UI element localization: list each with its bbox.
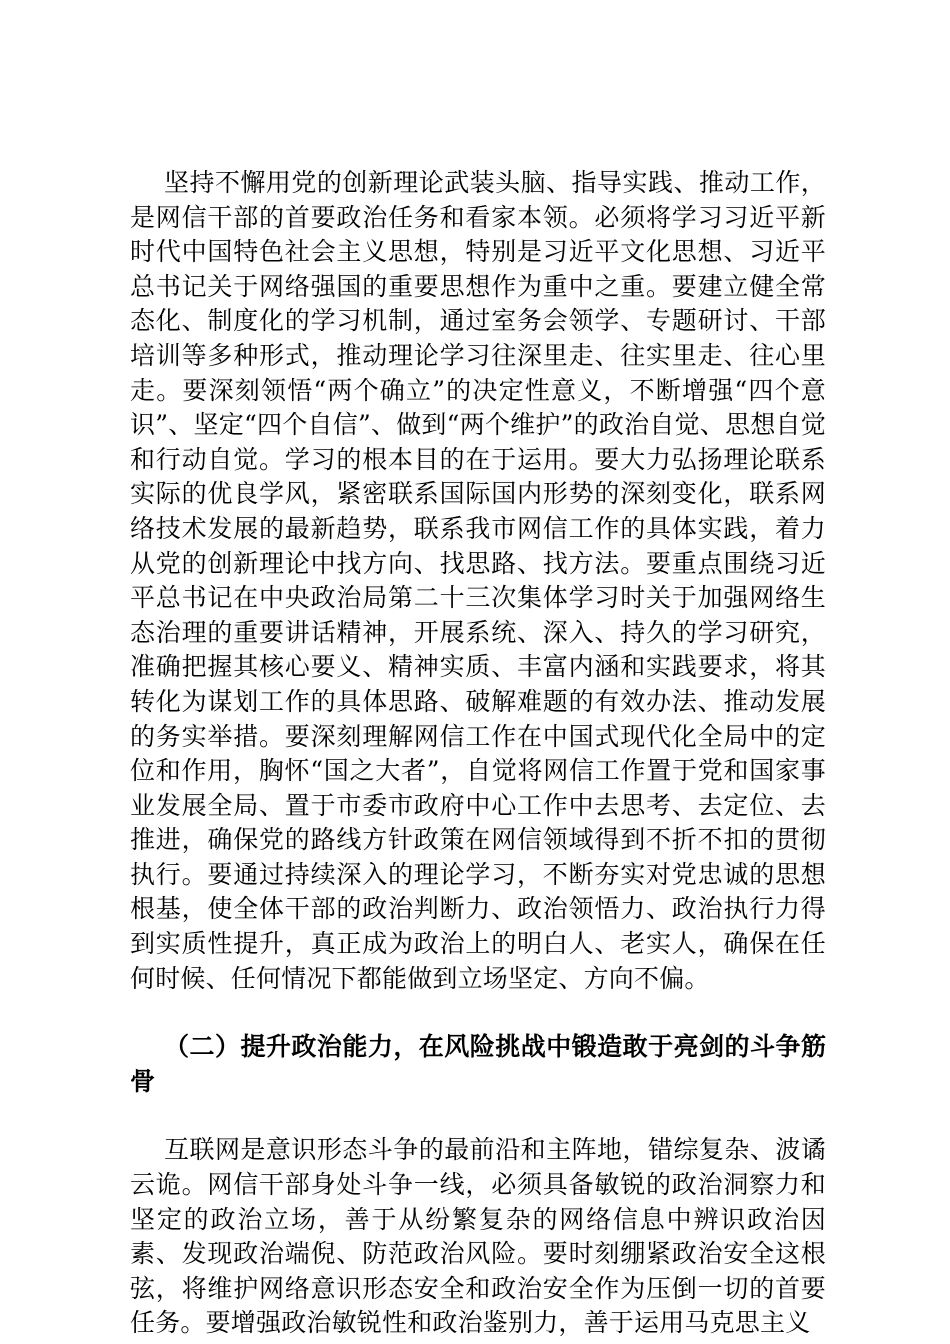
body-paragraph-2: 互联网是意识形态斗争的最前沿和主阵地，错综复杂、波谲云诡。网信干部身处斗争一线，必须具备敏锐的政治洞察力和坚定的政治立场，善于从纷繁复杂的网络信息中辨识政治因素、发现政治端倪、防范政治风险。要时刻绷紧政治安全这根弦，将维护网络意识形态安全和政治安全作为压倒一切的首要任务。要增强政治敏锐性和政治鉴别力，善于运用马克思主义 [130,1135,826,1338]
document-body [130,166,826,1341]
section-heading-2: （二）提升政治能力，在风险挑战中锻造敢于亮剑的斗争筋骨 [130,1032,826,1096]
body-paragraph-1: 坚持不懈用党的创新理论武装头脑、指导实践、推动工作，是网信干部的首要政治任务和看家本领。必须将学习习近平新时代中国特色社会主义思想，特别是习近平文化思想、习近平总书记关于网络强国的重要思想作为重中之重。要建立健全常态化、制度化的学习机制，通过室务会领学、专题研讨、干部培训等多种形式，推动理论学习往深里走、往实里走、往心里走。要深刻领悟“两个确立”的决定性意义，不断增强“四个意识”、坚定“四个自信”、做到“两个维护”的政治自觉、思想自觉和行动自觉。学习的根本目的在于运用。要大力弘扬理论联系实际的优良学风，紧密联系国际国内形势的深刻变化，联系网络技术发展的最新趋势，联系我市网信工作的具体实践，着力从党的创新理论中找方向、找思路、找方法。要重点围绕习近平总书记在中央政治局第二十三次集体学习时关于加强网络生态治理的重要讲话精神，开展系统、深入、持久的学习研究，准确把握其核心要义、精神实质、丰富内涵和实践要求，将其转化为谋划工作的具体思路、破解难题的有效办法、推动发展的务实举措。要深刻理解网信工作在中国式现代化全局中的定位和作用，胸怀“国之大者”，自觉将网信工作置于党和国家事业发展全局、置于市委市政府中心工作中去思考、去定位、去推进，确保党的路线方针政策在网信领域得到不折不扣的贯彻执行。要通过持续深入的理论学习，不断夯实对党忠诚的思想根基，使全体干部的政治判断力、政治领悟力、政治执行力得到实质性提升，真正成为政治上的明白人、老实人，确保在任何时候、任何情况下都能做到立场坚定、方向不偏。 [130,168,826,993]
